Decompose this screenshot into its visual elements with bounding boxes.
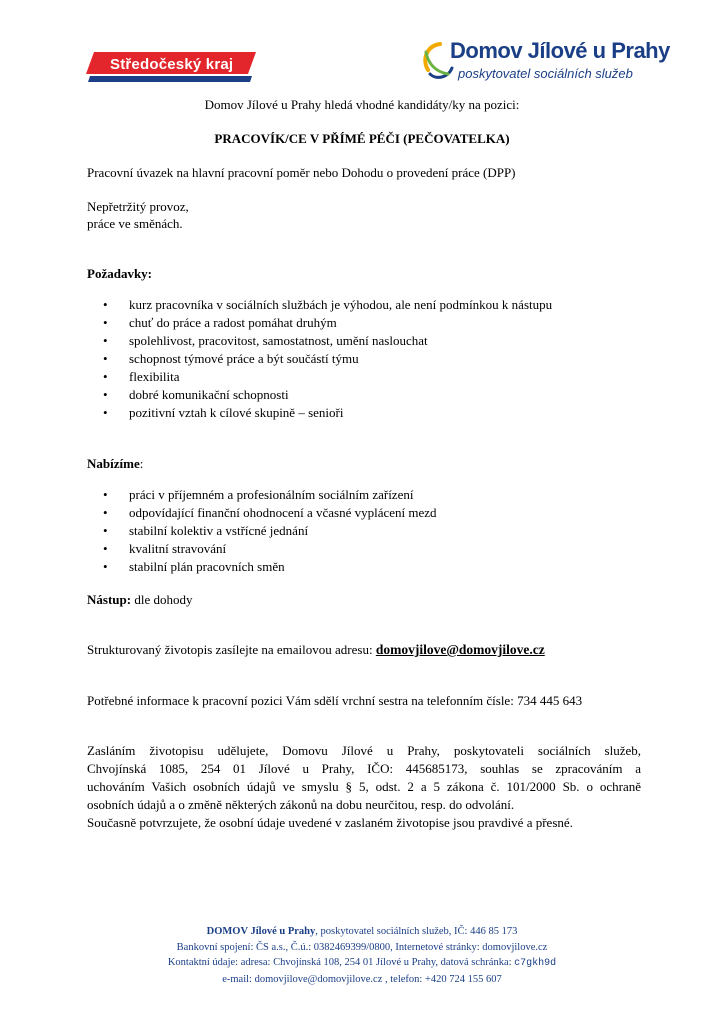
consent-line-3: uchováním Vašich osobních údajů ve smyslu § 5, odst. 2 a 5 zákona č. 101/2000 Sb. o ochraně bbox=[87, 779, 641, 794]
list-item: • kurz pracovníka v sociálních službách je výhodou, ale není podmínkou k nástupu bbox=[103, 297, 553, 312]
list-item: • chuť do práce a radost pomáhat druhým bbox=[103, 315, 337, 330]
bullet-icon: • bbox=[103, 405, 108, 420]
bullet-icon: • bbox=[103, 541, 108, 556]
bullet-icon: • bbox=[103, 387, 108, 402]
position-title: PRACOVÍK/CE V PŘÍMÉ PÉČI (PEČOVATELKA) bbox=[214, 131, 510, 146]
bullet-icon: • bbox=[103, 559, 108, 574]
cv-line bbox=[87, 641, 545, 659]
requirements-heading: Požadavky: bbox=[87, 266, 152, 281]
email-link[interactable]: domovjilove@domovjilove.cz bbox=[375, 642, 545, 657]
shift-line-1: Nepřetržitý provoz, bbox=[87, 199, 189, 214]
list-item: • schopnost týmové práce a být součástí týmu bbox=[103, 351, 359, 366]
list-item: • spolehlivost, pracovitost, samostatnost, umění naslouchat bbox=[103, 333, 428, 348]
offers-heading-colon: : bbox=[139, 456, 144, 471]
consent-line-1: Zasláním životopisu udělujete, Domovu Jílové u Prahy, poskytovateli sociálních služeb, bbox=[87, 743, 641, 758]
bullet-icon: • bbox=[103, 333, 108, 348]
domov-logo-brand: Domov Jílové u Prahy bbox=[450, 38, 670, 63]
domov-logo-subtitle: poskytovatel sociálních služeb bbox=[458, 66, 633, 81]
start-line bbox=[87, 591, 192, 609]
domov-jilove-logo bbox=[418, 38, 670, 88]
bullet-icon: • bbox=[103, 297, 108, 312]
footer-line-4: e-mail: domovjilove@domovjilove.cz , telefon: +420 724 155 607 bbox=[222, 973, 502, 985]
list-item: • dobré komunikační schopnosti bbox=[103, 387, 289, 402]
footer-line-1: DOMOV Jílové u Prahy, poskytovatel sociálních služeb, IČ: 446 85 173 bbox=[206, 926, 518, 937]
bullet-icon: • bbox=[103, 523, 108, 538]
consent-paragraph bbox=[87, 742, 641, 832]
offers-heading-line bbox=[87, 455, 143, 473]
bullet-icon: • bbox=[103, 505, 108, 520]
list-item: • stabilní plán pracovních směn bbox=[103, 559, 285, 574]
consent-line-2: Chvojínská 1085, 254 01 Jílové u Prahy, IČO: 445685173, souhlas se zpracováním a bbox=[87, 761, 641, 776]
requirements-list bbox=[87, 296, 552, 422]
offers-heading: Nabízíme bbox=[87, 456, 140, 471]
list-item: • flexibilita bbox=[103, 369, 180, 384]
shift-line-2: práce ve směnách. bbox=[87, 216, 183, 231]
list-item: • odpovídající finanční ohodnocení a včasné vyplácení mezd bbox=[103, 505, 437, 520]
bullet-icon: • bbox=[103, 351, 108, 366]
consent-line-5: Současně potvrzujete, že osobní údaje uvedené v zaslaném životopise jsou pravdivé a přesné. bbox=[87, 815, 573, 830]
footer-brand: DOMOV Jílové u Prahy bbox=[206, 926, 316, 937]
consent-line-4: osobních údajů a o změně některých zákonů na dobu neurčitou, resp. do odvolání. bbox=[87, 797, 515, 812]
stredocesky-kraj-logo bbox=[86, 52, 256, 82]
databox-id: c7gkh9d bbox=[514, 958, 557, 969]
cv-text: Strukturovaný životopis zasílejte na emailovou adresu: bbox=[87, 642, 373, 657]
intro-text: Domov Jílové u Prahy hledá vhodné kandidáty/ky na pozici: bbox=[204, 97, 520, 112]
list-item: • kvalitní stravování bbox=[103, 541, 227, 556]
footer-line-2: Bankovní spojení: ČS a.s., Č.ú.: 0382469399/0800, Internetové stránky: domovjilove.cz bbox=[176, 941, 548, 953]
kraj-logo-text: Středočeský kraj bbox=[110, 56, 234, 73]
footer bbox=[0, 924, 724, 987]
list-item: • stabilní kolektiv a vstřícné jednání bbox=[103, 523, 309, 538]
start-label: Nástup: bbox=[87, 592, 132, 607]
footer-line-3: Kontaktní údaje: adresa: Chvojínská 108, 254 01 Jílové u Prahy, datová schránka: c7gkh9d bbox=[167, 957, 557, 969]
list-item: • práci v příjemném a profesionálním sociálním zařízení bbox=[103, 487, 414, 502]
contract-text: Pracovní úvazek na hlavní pracovní poměr nebo Dohodu o provedení práce (DPP) bbox=[87, 165, 516, 180]
offers-list bbox=[87, 486, 437, 576]
info-phone-text: Potřebné informace k pracovní pozici Vám sdělí vrchní sestra na telefonním čísle: 734 445 643 bbox=[87, 693, 583, 708]
start-value: dle dohody bbox=[134, 592, 193, 607]
bullet-icon: • bbox=[103, 369, 108, 384]
bullet-icon: • bbox=[103, 487, 108, 502]
bullet-icon: • bbox=[103, 315, 108, 330]
list-item: • pozitivní vztah k cílové skupině – senioři bbox=[103, 405, 344, 420]
